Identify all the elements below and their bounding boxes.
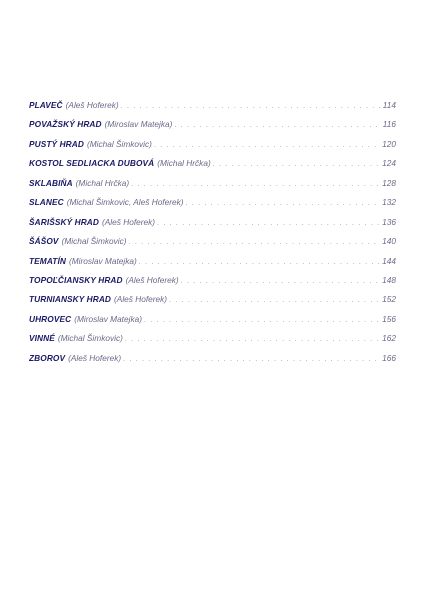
entry-title: VINNÉ bbox=[29, 333, 55, 344]
entry-title: UHROVEC bbox=[29, 313, 72, 324]
dot-leader bbox=[144, 311, 380, 329]
dot-leader bbox=[125, 330, 380, 348]
page-number: 144 bbox=[382, 255, 396, 266]
entry-author: (Aleš Hoferek) bbox=[102, 216, 156, 227]
entry-title: TOPOĽČIANSKY HRAD bbox=[29, 274, 123, 285]
page-number: 136 bbox=[382, 216, 396, 227]
entry-author: (Aleš Hoferek) bbox=[125, 274, 179, 285]
table-of-contents bbox=[29, 96, 396, 368]
dot-leader bbox=[129, 233, 381, 251]
dot-leader bbox=[157, 214, 380, 232]
entry-author: (Aleš Hoferek) bbox=[65, 100, 119, 110]
toc-entry[interactable] bbox=[29, 154, 396, 173]
page-number: 166 bbox=[382, 352, 396, 363]
toc-entry[interactable] bbox=[29, 115, 396, 134]
entry-author: (Aleš Hoferek) bbox=[114, 294, 168, 305]
toc-entry[interactable] bbox=[29, 310, 396, 329]
entry-title: PUSTÝ HRAD bbox=[29, 138, 84, 149]
page-number: 132 bbox=[382, 197, 396, 208]
page-number: 120 bbox=[382, 138, 396, 149]
entry-title: KOSTOL SEDLIACKA DUBOVÁ bbox=[29, 158, 155, 169]
entry-title: POVAŽSKÝ HRAD bbox=[29, 119, 102, 130]
entry-author: (Michal Hrčka) bbox=[157, 158, 211, 169]
page-number: 148 bbox=[382, 274, 396, 285]
toc-entry[interactable] bbox=[29, 96, 396, 115]
dot-leader bbox=[154, 136, 380, 154]
entry-title: PLAVEČ bbox=[29, 100, 63, 110]
page-number: 162 bbox=[382, 333, 396, 344]
page-number: 140 bbox=[382, 236, 396, 247]
dot-leader bbox=[169, 291, 380, 309]
entry-title: SLANEC bbox=[29, 197, 64, 208]
page-number: 128 bbox=[382, 177, 396, 188]
page-number: 116 bbox=[382, 119, 396, 130]
dot-leader bbox=[131, 175, 380, 193]
dot-leader bbox=[123, 350, 380, 368]
entry-title: ŠÁŠOV bbox=[29, 236, 59, 247]
entry-author: (Aleš Hoferek) bbox=[68, 352, 122, 363]
dot-leader bbox=[121, 97, 381, 115]
entry-author: (Michal Šimkovic) bbox=[57, 333, 123, 344]
entry-author: (Michal Šimkovic) bbox=[61, 236, 127, 247]
page-number: 152 bbox=[382, 294, 396, 305]
entry-author: (Miroslav Matejka) bbox=[68, 255, 137, 266]
entry-author: (Michal Hrčka) bbox=[75, 177, 130, 188]
entry-title: TURNIANSKY HRAD bbox=[29, 294, 112, 305]
toc-entry[interactable] bbox=[29, 252, 396, 271]
dot-leader bbox=[139, 253, 380, 271]
toc-entry[interactable] bbox=[29, 193, 396, 212]
dot-leader bbox=[174, 116, 380, 134]
entry-title: TEMATÍN bbox=[29, 255, 66, 266]
entry-title: ŠARIŠSKÝ HRAD bbox=[29, 216, 99, 227]
page-number: 114 bbox=[382, 100, 396, 110]
page-number: 156 bbox=[382, 313, 396, 324]
entry-title: SKLABIŇA bbox=[29, 177, 73, 188]
toc-entry[interactable] bbox=[29, 271, 396, 290]
entry-author: (Michal Šimkovic, Aleš Hoferek) bbox=[66, 197, 184, 208]
toc-entry[interactable] bbox=[29, 135, 396, 154]
entry-author: (Michal Šimkovic) bbox=[86, 138, 152, 149]
toc-entry[interactable] bbox=[29, 290, 396, 309]
dot-leader bbox=[186, 194, 381, 212]
dot-leader bbox=[181, 272, 381, 290]
toc-entry[interactable] bbox=[29, 232, 396, 251]
entry-author: (Miroslav Matejka) bbox=[104, 119, 173, 130]
toc-entry[interactable] bbox=[29, 174, 396, 193]
toc-entry[interactable] bbox=[29, 213, 396, 232]
page-number: 124 bbox=[382, 158, 396, 169]
toc-entry[interactable] bbox=[29, 349, 396, 368]
entry-author: (Miroslav Matejka) bbox=[74, 313, 142, 324]
entry-title: ZBOROV bbox=[29, 352, 66, 363]
dot-leader bbox=[213, 155, 380, 173]
toc-entry[interactable] bbox=[29, 329, 396, 348]
